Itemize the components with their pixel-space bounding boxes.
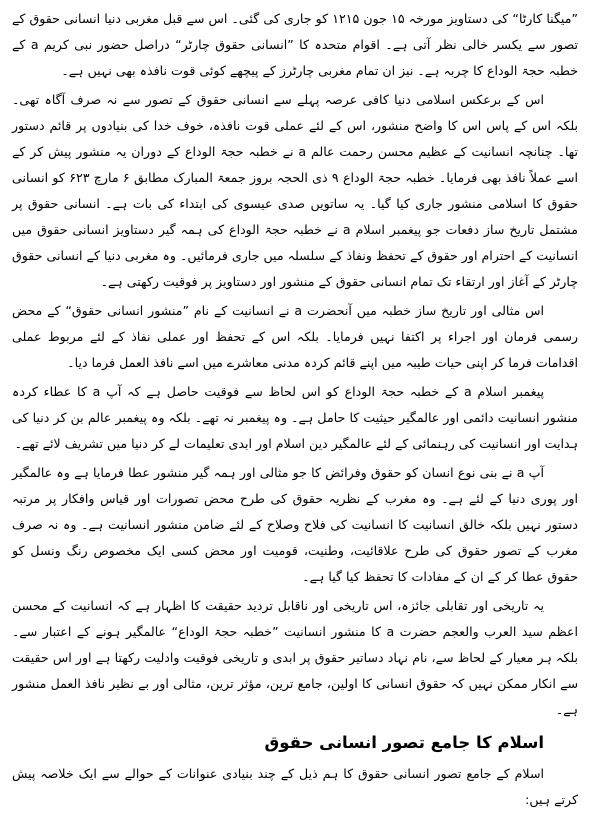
paragraph-summary-intro: اسلام کے جامع تصور انسانی حقوق کا ہم ذیل کے چند بنیادی عنوانات کے حوالے سے ایک خلاصہ پیش کرتے ہیں: — [12, 766, 578, 807]
paragraph-magna-carta: ”میگنا کارٹا“ کی دستاویز مورخہ ۱۵ جون ۱۲۱۵ کو جاری کی گئی۔ اس سے قبل مغربی دنیا انسانی حقوق کے تصور سے یکسر خالی نظر آتی ہے۔ اقوام متحدہ کا ”انسانی حقوق چارٹر“ دراصل حضور نبی کریم a کے خطبہ حجۃ الوداع کا چربہ ہے۔ نیز ان تمام مغربی چارٹرز کے پیچھے کوئی قوت نافذہ بھی نہیں ہے۔ — [12, 11, 578, 78]
section-heading: اسلام کا جامع تصور انسانی حقوق — [264, 733, 544, 752]
paragraph-historical-review: یہ تاریخی اور تقابلی جائزہ، اس تاریخی اور ناقابل تردید حقیقت کا اظہار ہے کہ انسانیت کے محسن اعظم سید العرب والعجم حضرت a کا منشور انسانیت ”خطبہ حجۃ الوداع“ عالمگیر ہونے کے اعتبار سے۔ بلکہ ہر معیار کے لحاظ سے، نام نہاد دساتیر حقوق پر ابدی و تاریخی فوقیت وادلیت رکھتا ہے اور اس حقیقت سے انکار ممکن نہیں کہ حقوق انسانی کا اولین، جامع ترین، مؤثر ترین، مثالی اور بے نظیر نافذ العمل منشور ہے۔ — [12, 598, 578, 717]
paragraph-islamic-charter: اس کے برعکس اسلامی دنیا کافی عرصہ پہلے سے انسانی حقوق کے تصور سے نہ صرف آگاہ تھی۔ بلکہ اس کے پاس اس کا واضح منشور، اس کے لئے عملی قوت نافذہ، خوف خدا کی بنیادوں پر قائم دستور تھا۔ چنانچہ انسانیت کے عظیم محسن رحمت عالم a نے خطبہ حجۃ الوداع کے دوران یہ منشور پیش کر کے اسے عملاً نافذ بھی فرمایا۔ خطبہ حجۃ الوداع ۹ ذی الحجہ بروز جمعۃ المبارک مطابق ۶ مارچ ۶۲۳ کو انسانی حقوق کا اسلامی منشور جاری کیا گیا۔ یہ ساتویں صدی عیسوی کی ابتداء کی بات ہے۔ انسانی حقوق پر مشتمل تاریخ ساز دفعات جو پیغمبر اسلام a نے خطبہ حجۃ الوداع کی ہمہ گیر دستاویز انسانی حقوق میں انسانیت کے احترام اور حقوق کے تحفظ ونفاذ کے سلسلہ میں جاری فرمائیں۔ وہ مغربی دنیا کے انسانی حقوق چارٹر کے آغاز اور ارتقاء تک تمام انسانی حقوق کے منشور اور دستاویز پر فوقیت رکھتی ہے۔ — [12, 92, 578, 289]
document-page — [12, 6, 578, 807]
paragraph-universal-charter: آپ a نے بنی نوع انسان کو حقوق وفرائض کا جو مثالی اور ہمہ گیر منشور عطا فرمایا ہے وہ عالمگیر اور پوری دنیا کے لئے ہے۔ وہ مغرب کے نظریہ حقوق کی طرح محض تصورات اور قیاس وافکار پر مرتبہ دستور نہیں بلکہ خالق انسانیت کا انسانیت کی فلاح وصلاح کے لئے ضامن منشور انسانیت ہے۔ وہ نہ صرف مغرب کے تصور حقوق کی طرح علاقائیت، وطنیت، قومیت اور محض کسی ایک مخصوص رنگ ونسل کو حقوق عطا کر کے ان کے مفادات کا تحفظ کیا گیا ہے۔ — [12, 465, 578, 584]
paragraph-implementation: اس مثالی اور تاریخ ساز خطبہ میں آنحضرت a نے انسانیت کے نام ”منشور انسانی حقوق“ کے محض رسمی فرمان اور اجراء پر اکتفا نہیں فرمایا۔ بلکہ اس کے تحفظ اور عملی نفاذ کے لئے مربوط عملی اقدامات فرما کر اپنی حیات طیبہ میں اپنے قائم کردہ مدنی معاشرے میں اسے نافذ العمل فرما دیا۔ — [12, 303, 578, 370]
paragraph-superiority: پیغمبر اسلام a کے خطبہ حجۃ الوداع کو اس لحاظ سے فوقیت حاصل ہے کہ آپ a کا عطاء کردہ منشور انسانیت دائمی اور عالمگیر حیثیت کا حامل ہے۔ وہ پیغمبر نہ تھے۔ بلکہ وہ پیغمبر عالم بن کر دنیا کی ہدایت اور انسانیت کی رہنمائی کے لئے عالمگیر دین اسلام اور ابدی تعلیمات لے کر دنیا میں تشریف لائے تھے۔ — [12, 384, 578, 451]
